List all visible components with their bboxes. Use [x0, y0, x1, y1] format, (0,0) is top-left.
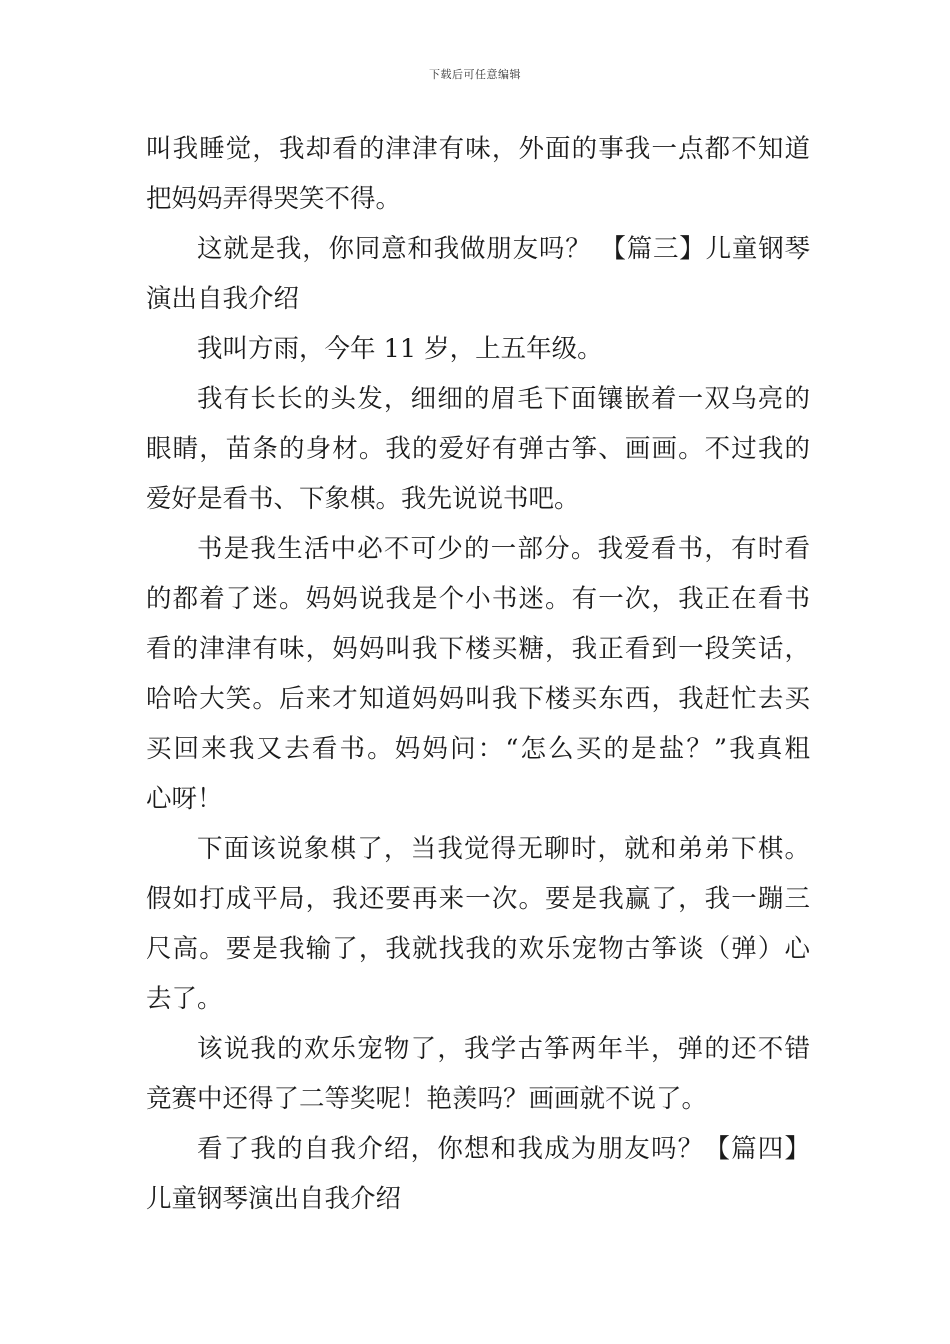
text-line: 我叫方雨，今年 11 岁，上五年级。: [197, 334, 603, 364]
text-line: 眼睛，苗条的身材。我的爱好有弹古筝、画画。不过我的: [146, 434, 810, 464]
text-line: 心呀！: [146, 784, 223, 814]
text-line: 书是我生活中必不可少的一部分。我爱看书，有时看: [197, 534, 810, 564]
text-line: 去了。: [146, 984, 223, 1014]
text-line: 我有长长的头发，细细的眉毛下面镶嵌着一双乌亮的: [197, 384, 810, 414]
text-line: 爱好是看书、下象棋。我先说说书吧。: [146, 484, 580, 514]
text-line: 儿童钢琴演出自我介绍: [146, 1184, 402, 1214]
text-line: 下面该说象棋了，当我觉得无聊时，就和弟弟下棋。: [197, 834, 810, 864]
text-line: 的都着了迷。妈妈说我是个小书迷。有一次，我正在看书: [146, 584, 810, 614]
text-line: 把妈妈弄得哭笑不得。: [146, 184, 402, 214]
text-line: 这就是我，你同意和我做朋友吗？ 【篇三】儿童钢琴: [197, 234, 810, 264]
page-header: 下载后可任意编辑: [429, 68, 521, 81]
text-line: 演出自我介绍: [146, 284, 300, 314]
text-line: 哈哈大笑。后来才知道妈妈叫我下楼买东西，我赶忙去买: [146, 684, 810, 714]
text-line: 竞赛中还得了二等奖呢！艳羡吗？画画就不说了。: [146, 1084, 708, 1114]
document-body: [146, 124, 810, 1224]
text-line: 看了我的自我介绍，你想和我成为朋友吗？【篇四】: [197, 1134, 810, 1164]
text-line: 该说我的欢乐宠物了，我学古筝两年半，弹的还不错: [197, 1034, 810, 1064]
text-line: 看的津津有味，妈妈叫我下楼买糖，我正看到一段笑话，: [146, 634, 810, 664]
text-line: 叫我睡觉，我却看的津津有味，外面的事我一点都不知道: [146, 134, 810, 164]
text-line: 尺高。要是我输了，我就找我的欢乐宠物古筝谈（弹）心: [146, 934, 810, 964]
text-line: 买回来我又去看书。妈妈问：“怎么买的是盐？”我真粗: [146, 734, 810, 764]
text-line: 假如打成平局，我还要再来一次。要是我赢了，我一蹦三: [146, 884, 810, 914]
